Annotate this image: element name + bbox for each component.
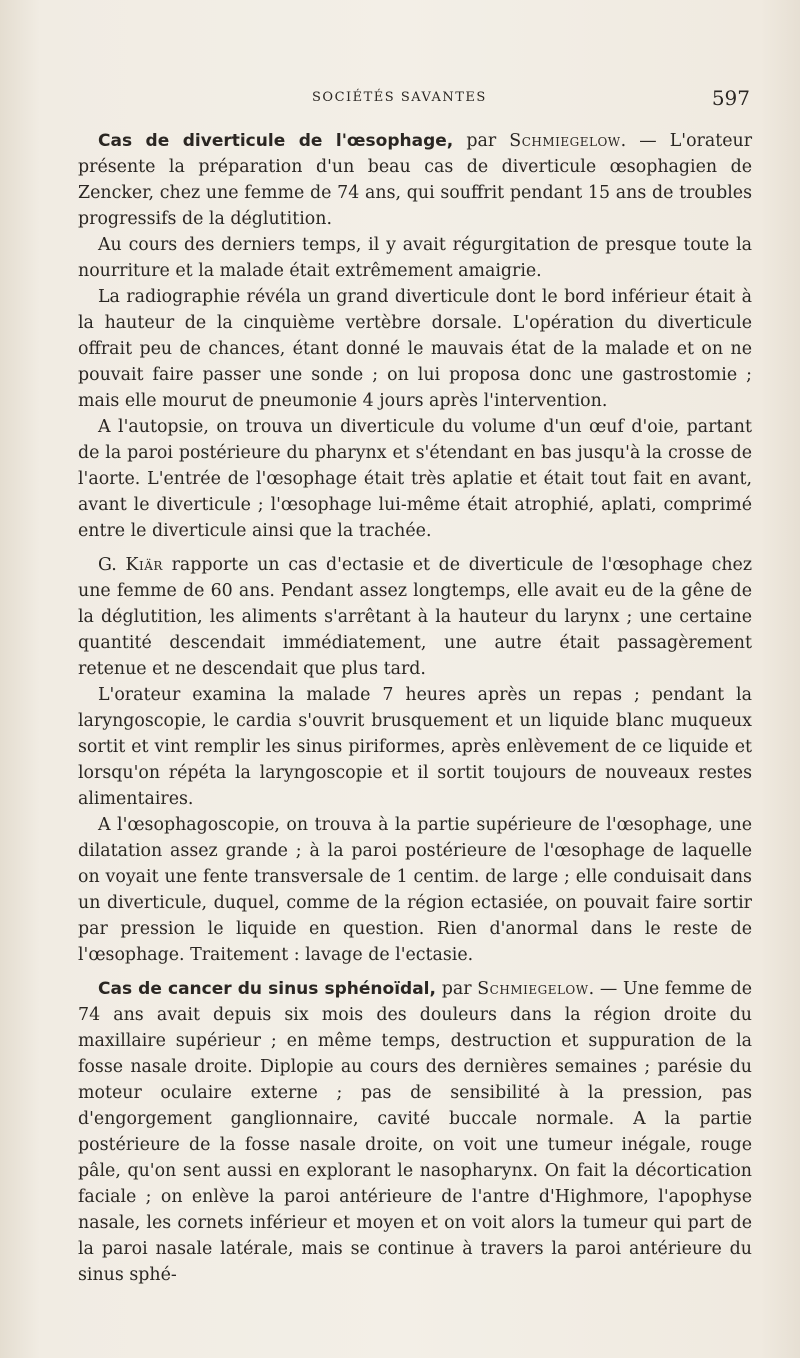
section-1-paragraph-3: La radiographie révéla un grand diverticule dont le bord inférieur était à la hauteur de la cinquième vertèbre dorsale. L'opération du diverticule offrait peu de chances, étant donné le mauvais état de la malade et on ne pouvait faire passer une sonde ; on lui proposa donc une gastrostomie ; mais elle mourut de pneumonie 4 jours après l'intervention. [78, 287, 752, 411]
section-3-heading: Cas de cancer du sinus sphénoïdal, [98, 979, 436, 999]
section-3-text-1: Une femme de 74 ans avait depuis six mois des douleurs dans la région droite du maxillaire supérieur ; en même temps, destruction et suppuration de la fosse nasale droite. Diplopie au cours des dernières semaines ; parésie du moteur oculaire externe ; pas de sensibilité à la pression, pas d'engorgement ganglionnaire, cavité buccale normale. A la partie postérieure de la fosse nasale droite, on voit une tumeur inégale, rouge pâle, qu'on sent aussi en explorant le nasopharynx. On fait la décortication faciale ; on enlève la paroi antérieure de l'antre d'Highmore, l'apophyse nasale, les cornets inférieur et moyen et on voit alors la tumeur qui part de la paroi nasale latérale, mais se continue à travers la paroi antérieure du sinus sphé- [78, 979, 753, 1285]
section-1-heading: Cas de diverticule de l'œsophage, [98, 131, 454, 151]
section-2-author: Kiär [125, 555, 163, 575]
section-1-paragraph-2: Au cours des derniers temps, il y avait régurgitation de presque toute la nourriture et la malade était extrêmement amaigrie. [78, 235, 752, 281]
section-1-text-1: L'orateur présente la préparation d'un beau cas de diverticule œsophagien de Zencker, chez une femme de 74 ans, qui souffrit pendant 15 ans de troubles progressifs de la déglutition. [78, 131, 753, 229]
section-1-author: Schmiegelow [509, 131, 621, 151]
section-1-paragraph-1 [78, 128, 752, 232]
section-1-separator: . — [620, 131, 657, 151]
body-text [78, 128, 752, 1288]
section-3-separator: . — [588, 979, 618, 999]
page-header [80, 86, 750, 112]
section-3-paragraph-1 [78, 976, 752, 1288]
section-2-initial: G. [98, 555, 117, 575]
section-2-paragraph-1 [78, 552, 752, 682]
running-title: SOCIÉTÉS SAVANTES [312, 90, 487, 105]
page-number: 597 [711, 86, 750, 110]
section-2-paragraph-2: L'orateur examina la malade 7 heures après un repas ; pendant la laryngoscopie, le cardia s'ouvrit brusquement et un liquide blanc muqueux sortit et vint remplir les sinus piriformes, après enlèvement de ce liquide et lorsqu'on répéta la laryngoscopie et il sortit toujours de nouveaux restes alimentaires. [78, 685, 752, 809]
section-2-paragraph-3: A l'œsophagoscopie, on trouva à la partie supérieure de l'œsophage, une dilatation assez grande ; à la paroi postérieure de l'œsophage de laquelle on voyait une fente transversale de 1 centim. de large ; elle conduisait dans un diverticule, duquel, comme de la région ectasiée, on pouvait faire sortir par pression le liquide en question. Rien d'anormal dans le reste de l'œsophage. Traitement : lavage de l'ectasie. [78, 815, 752, 965]
section-3-author: Schmiegelow [477, 979, 589, 999]
section-2-text-1: rapporte un cas d'ectasie et de diverticule de l'œsophage chez une femme de 60 ans. Pendant assez longtemps, elle avait eu de la gêne de la déglutition, les aliments s'arrêtant à la hauteur du larynx ; une certaine quantité descendait immédiatement, une autre était passagèrement retenue et ne descendait que plus tard. [78, 555, 752, 679]
section-1-by: par [466, 131, 497, 151]
section-1-paragraph-4: A l'autopsie, on trouva un diverticule du volume d'un œuf d'oie, partant de la paroi postérieure du pharynx et s'étendant en bas jusqu'à la crosse de l'aorte. L'entrée de l'œsophage était très aplatie et était tout fait en avant, avant le diverticule ; l'œsophage lui-même était atrophié, aplati, comprimé entre le diverticule ainsi que la trachée. [78, 417, 752, 541]
section-3-by: par [441, 979, 472, 999]
